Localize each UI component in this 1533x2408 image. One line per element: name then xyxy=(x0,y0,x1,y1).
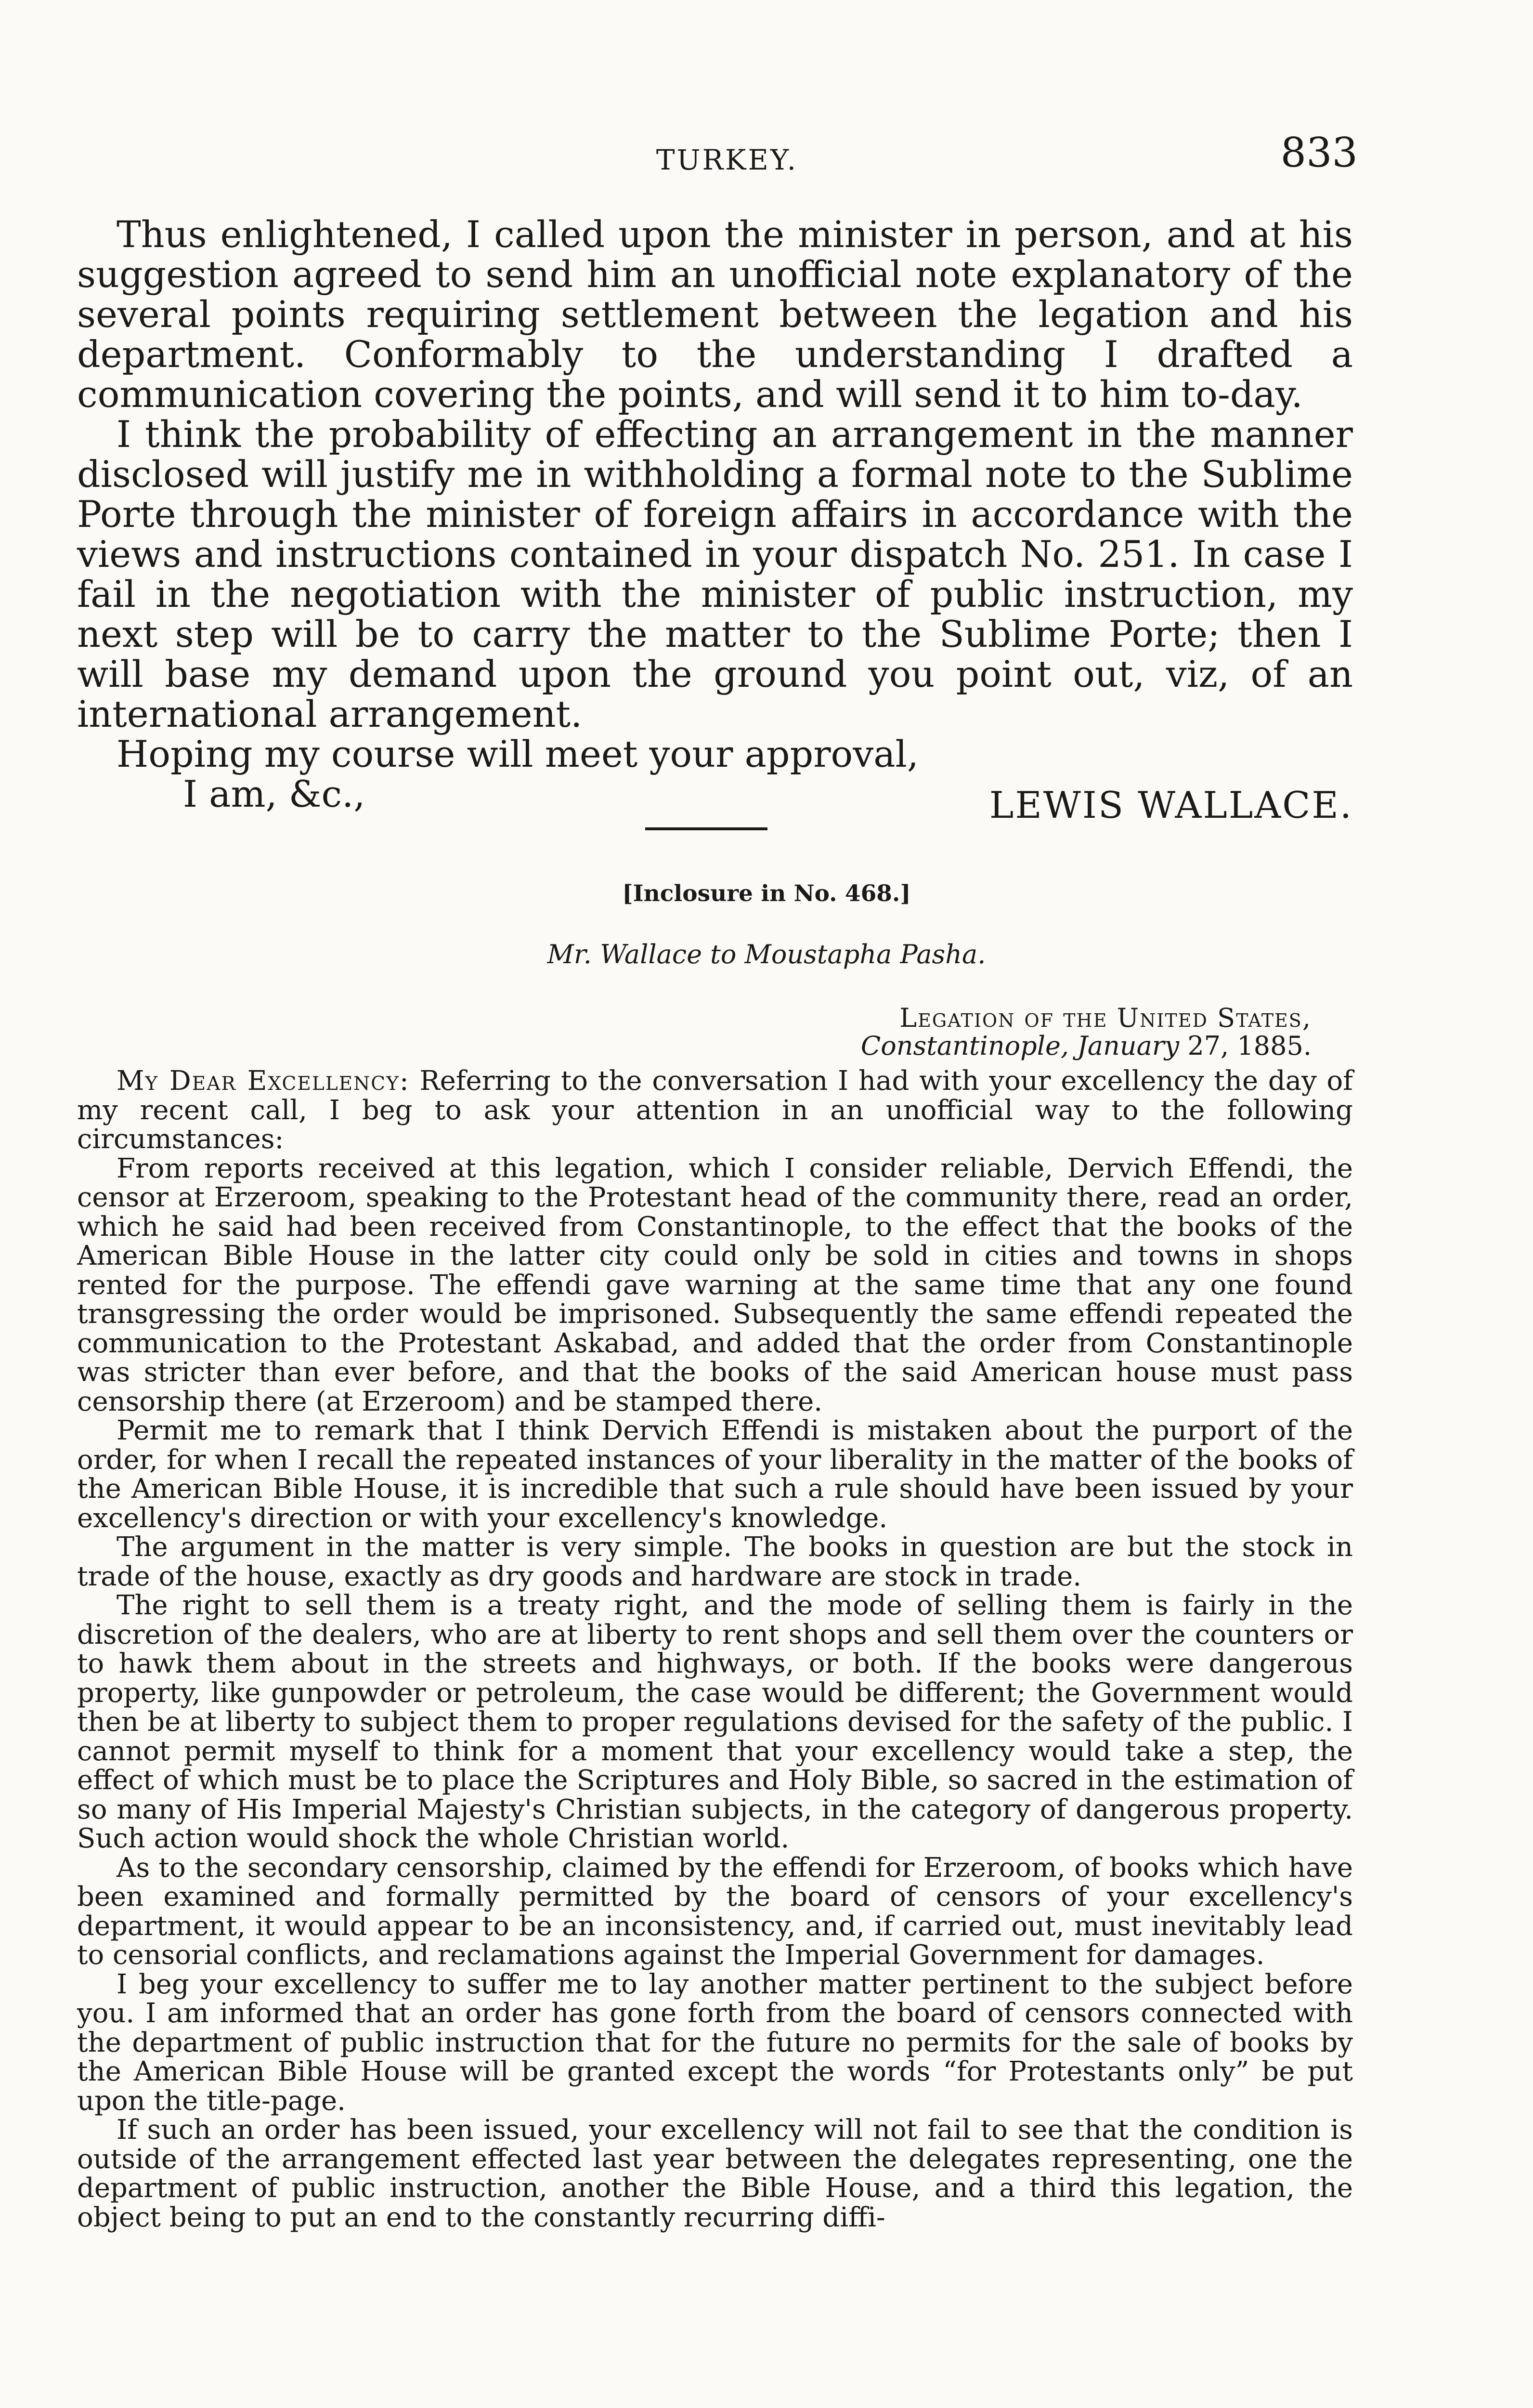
paragraph: The right to sell them is a treaty right, and the mode of selling them is fairly in the discretion of the dealers, who are at liberty to rent shops and sell them over the counters or to hawk them about in the streets and highways, or both. If the books were dangerous property, like gunpowder or petroleum, the case would be different; the Government would then be at liberty to subject them to proper regulations devised for the safety of the public. I cannot permit myself to think for a moment that your excellency would take a step, the effect of which must be to place the Scriptures and Holy Bible, so sacred in the estimation of so many of His Imperial Majesty's Christian subjects, in the category of dangerous property. Such action would shock the whole Christian world. xyxy=(77,1590,1353,1854)
paragraph: If such an order has been issued, your excellency will not fail to see that the condition is outside of the arrangement effected last year between the delegates representing, one the department of public instruction, another the Bible House, and a third this legation, the object being to put an end to the constantly recurring diffi- xyxy=(77,2114,1353,2233)
place: Constantinople, xyxy=(860,1031,1069,1061)
paragraph: From reports received at this legation, which I consider reliable, Dervich Effendi, the censor at Erzeroom, speaking to the Protestant head of the community there, read an order, which he said had been received from Constantinople, to the effect that the books of the American Bible House in the latter city could only be sold in cities and towns in shops rented for the purpose. The effendi gave warning at the same time that any one found transgressing the order would be imprisoned. Subsequently the same effendi repeated the communication to the Protestant Askabad, and added that the order from Constantinople was stricter than ever before, and that the books of the said American house must pass censorship there (at Erzeroom) and be stamped there. xyxy=(77,1152,1353,1417)
dispatch-conclusion xyxy=(77,214,1353,854)
page-number: 833 xyxy=(1280,129,1358,176)
opening-text: Referring to the conversation I had with your excellency the day of my recent call, I beg to ask your attention in an unofficial way to the following circumstances: xyxy=(77,1065,1353,1155)
letter-title: Mr. Wallace to Moustapha Pasha. xyxy=(547,939,986,969)
section-divider xyxy=(645,827,767,830)
paragraph: Permit me to remark that I think Dervich Effendi is mistaken about the purport of the order, for when I recall the repeated instances of your liberality in the matter of the books of the American Bible House, it is incredible that such a rule should have been issued by your excellency's direction or with your excellency's knowledge. xyxy=(77,1415,1353,1534)
closing-line: Hoping my course will meet your approval, xyxy=(117,733,919,775)
salutation: My Dear Excellency: xyxy=(117,1065,410,1097)
place-date-line xyxy=(861,1032,1312,1060)
date-day-year: 27, 1885. xyxy=(1187,1031,1312,1061)
paragraph: Thus enlightened, I called upon the minister in person, and at his suggestion agreed to send him an unofficial note explanatory of the several points requiring settlement between the legation and his department. Conformably to the understanding I drafted a communication covering the points, and will send it to him to-day. xyxy=(77,213,1353,416)
paragraph: I think the probability of effecting an arrangement in the manner disclosed will justify me in withholding a formal note to the Sublime Porte through the minister of foreign affairs in accordance with the views and instructions contained in your dispatch No. 251. In case I fail in the negotiation with the minister of public instruction, my next step will be to carry the matter to the Sublime Porte; then I will base my demand upon the ground you point out, viz, of an international arrangement. xyxy=(77,413,1353,735)
date-month: January xyxy=(1077,1031,1180,1061)
closing-block xyxy=(77,734,1353,854)
complimentary-close: I am, &c., xyxy=(183,772,365,815)
letter-body xyxy=(77,1067,1353,2232)
signature: LEWIS WALLACE. xyxy=(989,784,1353,826)
letter-address xyxy=(861,1004,1312,1060)
page-header xyxy=(96,129,1358,182)
running-head: TURKEY. xyxy=(656,144,798,176)
opening-paragraph xyxy=(77,1067,1353,1154)
paragraph: The argument in the matter is very simple. The books in question are but the stock in trade of the house, exactly as dry goods and hardware are stock in trade. xyxy=(77,1531,1353,1592)
inclosure-heading: [Inclosure in No. 468.] xyxy=(622,880,911,907)
legation-line: Legation of the United States, xyxy=(899,1003,1312,1033)
paragraph: I beg your excellency to suffer me to lay another matter pertinent to the subject before you. I am informed that an order has gone forth from the board of censors connected with the department of public instruction that for the future no permits for the sale of books by the American Bible House will be granted except the words “for Protestants only” be put upon the title-page. xyxy=(77,1968,1353,2117)
paragraph: As to the secondary censorship, claimed by the effendi for Erzeroom, of books which have been examined and formally permitted by the board of censors of your excellency's department, it would appear to be an inconsistency, and, if carried out, must inevitably lead to censorial conflicts, and reclamations against the Imperial Government for damages. xyxy=(77,1852,1353,1971)
